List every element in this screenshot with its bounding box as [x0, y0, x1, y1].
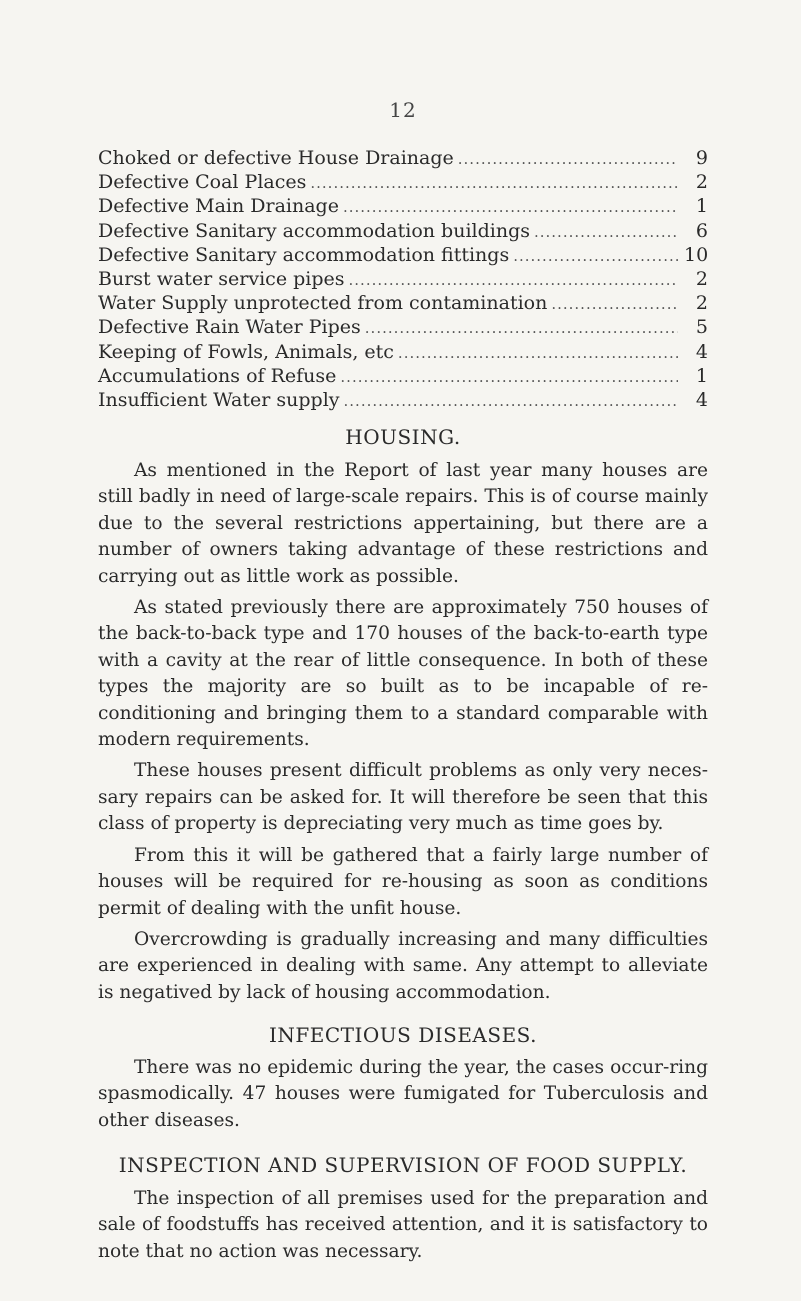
item-label: Defective Main Drainage [98, 195, 339, 218]
dot-leader [310, 171, 678, 195]
nuisance-list [98, 146, 708, 412]
item-label: Defective Sanitary accommodation fittings [98, 243, 510, 266]
list-item [98, 364, 708, 388]
item-label: Defective Rain Water Pipes [98, 316, 361, 339]
item-label: Burst water service pipes [98, 267, 345, 290]
item-count: 4 [695, 340, 708, 363]
item-count: 1 [695, 364, 708, 387]
item-count: 10 [684, 243, 709, 266]
dot-leader [349, 268, 678, 292]
infectious-section [98, 1055, 708, 1139]
dot-leader [344, 389, 678, 413]
list-item [98, 291, 708, 315]
infectious-heading: INFECTIOUS DISEASES. [268, 1023, 538, 1047]
dot-leader [365, 316, 678, 340]
housing-heading: HOUSING. [345, 425, 461, 449]
item-label: Water Supply unprotected from contamination [98, 292, 548, 315]
item-count: 5 [695, 316, 708, 339]
item-label: Defective Sanitary accommodation buildings [98, 219, 530, 242]
item-count: 9 [695, 147, 708, 169]
dot-leader [534, 220, 678, 244]
list-item [98, 170, 708, 194]
item-label: Accumulations of Refuse [98, 364, 337, 387]
paragraph: As stated previously there are approximately 750 houses of the back-to-back type and 170 houses of the back-to-earth type with a cavity at the rear of little consequence. In both of these types the majority are so built as to be incapable of re-conditioning and bringing them to a standard comparable with modern requirements. [98, 597, 708, 751]
paragraph: The inspection of all premises used for the preparation and sale of foodstuffs has received attention, and it is satisfactory to note that no action was necessary. [98, 1188, 708, 1262]
item-count: 2 [695, 292, 708, 315]
item-count: 6 [695, 219, 708, 242]
list-item [98, 315, 708, 339]
item-count: 2 [695, 171, 708, 194]
paragraph: As mentioned in the Report of last year many houses are still badly in need of large-scale repairs. This is of course mainly due to the several restrictions appertaining, but there are a number of owners taking advantage of these restrictions and carrying out as little work as possible. [98, 460, 708, 587]
paragraph: Overcrowding is gradually increasing and many difficulties are experienced in dealing with same. Any attempt to alleviate is negatived by lack of housing accommodation. [98, 928, 708, 1003]
dot-leader [343, 195, 678, 219]
item-label: Insufficient Water supply [98, 388, 340, 411]
list-item [98, 243, 708, 267]
dot-leader [551, 292, 678, 316]
list-item [98, 267, 708, 291]
dot-leader [340, 365, 678, 389]
item-count: 4 [695, 388, 708, 411]
food-section [98, 1186, 708, 1270]
dot-leader [458, 147, 678, 171]
housing-section [98, 458, 708, 1011]
dot-leader [513, 244, 678, 268]
dot-leader [398, 341, 678, 365]
food-heading: INSPECTION AND SUPERVISION OF FOOD SUPPLY. [118, 1153, 688, 1177]
list-item [98, 146, 708, 170]
item-count: 2 [695, 267, 708, 290]
item-label: Defective Coal Places [98, 171, 307, 194]
list-item [98, 194, 708, 218]
item-count: 1 [695, 195, 708, 218]
list-item [98, 340, 708, 364]
paragraph: These houses present difficult problems as only very neces-sary repairs can be asked for. It will therefore be seen that this class of property is depreciating very much as time goes by. [98, 760, 708, 835]
page-number: 12 [389, 98, 417, 122]
list-item [98, 219, 708, 243]
item-label: Keeping of Fowls, Animals, etc [98, 340, 394, 363]
item-label: Choked or defective House Drainage [98, 147, 454, 169]
list-item [98, 388, 708, 412]
paragraph: There was no epidemic during the year, the cases occur-ring spasmodically. 47 houses were fumigated for Tuberculosis and other diseases. [98, 1057, 708, 1131]
paragraph: From this it will be gathered that a fairly large number of houses will be required for re-housing as soon as conditions permit of dealing with the unfit house. [98, 844, 708, 919]
